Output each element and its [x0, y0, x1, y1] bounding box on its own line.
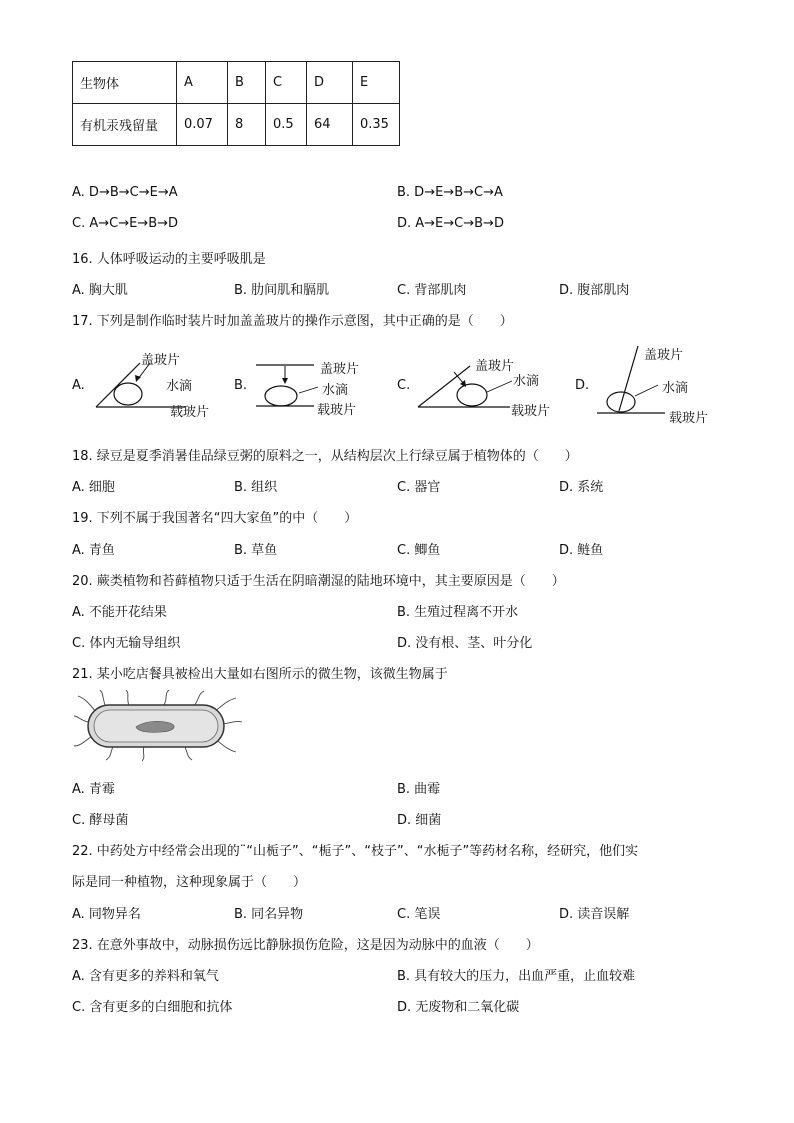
option-a[interactable]: A. 同物异名	[72, 907, 141, 922]
option-b-letter[interactable]: B.	[234, 378, 248, 393]
option-c[interactable]: C. 笔误	[397, 907, 441, 922]
option-d[interactable]: D. A→E→C→B→D	[397, 216, 504, 231]
label-cover-glass: 盖玻片	[320, 362, 360, 377]
option-c[interactable]: C. 体内无输导组织	[72, 636, 181, 651]
table-row	[73, 104, 400, 146]
question-22-stem-continued: 际是同一种植物，这种现象属于（ ）	[72, 875, 307, 890]
question-16-stem: 16. 人体呼吸运动的主要呼吸肌是	[72, 252, 266, 267]
question-22-stem: 22. 中药处方中经常会出现的¨“山栀子”、“栀子”、“枝子”、“水栀子”等药材名称，经研究，他们实	[72, 844, 639, 859]
option-a[interactable]: A. D→B→C→E→A	[72, 185, 178, 200]
option-c[interactable]: C. 器官	[397, 480, 441, 495]
table-cell: 0.35	[353, 104, 400, 146]
option-d[interactable]: D. 腹部肌肉	[559, 283, 630, 298]
option-c[interactable]: C. 酵母菌	[72, 813, 129, 828]
question-21-stem: 21. 某小吃店餐具被检出大量如右图所示的微生物，该微生物属于	[72, 667, 448, 682]
option-c-letter[interactable]: C.	[397, 378, 411, 393]
label-cover-glass: 盖玻片	[141, 353, 181, 368]
question-19-stem: 19. 下列不属于我国著名“四大家鱼”的中（ ）	[72, 511, 358, 526]
question-18-stem: 18. 绿豆是夏季消暑佳品绿豆粥的原料之一，从结构层次上行绿豆属于植物体的（ ）	[72, 449, 578, 464]
option-d[interactable]: D. 读音误解	[559, 907, 630, 922]
option-b[interactable]: B. 草鱼	[234, 543, 278, 558]
option-a[interactable]: A. 胸大肌	[72, 283, 128, 298]
option-b[interactable]: B. 生殖过程离不开水	[397, 605, 519, 620]
option-b[interactable]: B. 同名异物	[234, 907, 304, 922]
label-slide: 载玻片	[511, 404, 551, 419]
table-cell: A	[177, 62, 228, 104]
label-water-drop: 水滴	[513, 374, 540, 389]
option-c[interactable]: C. 背部肌肉	[397, 283, 467, 298]
label-cover-glass: 盖玻片	[475, 359, 515, 374]
option-a-letter[interactable]: A.	[72, 378, 85, 393]
option-d[interactable]: D. 鲢鱼	[559, 543, 604, 558]
label-water-drop: 水滴	[662, 381, 689, 396]
option-b[interactable]: B. 肋间肌和膈肌	[234, 283, 330, 298]
option-a[interactable]: A. 含有更多的养料和氧气	[72, 969, 219, 984]
option-b[interactable]: B. 组织	[234, 480, 278, 495]
option-d[interactable]: D. 细菌	[397, 813, 442, 828]
table-row	[73, 62, 400, 104]
option-a[interactable]: A. 细胞	[72, 480, 115, 495]
table-cell: 0.5	[266, 104, 307, 146]
table-cell: D	[307, 62, 353, 104]
option-d-letter[interactable]: D.	[575, 378, 590, 393]
question-20-stem: 20. 蕨类植物和苔藓植物只适于生活在阴暗潮湿的陆地环境中，其主要原因是（ ）	[72, 574, 565, 589]
option-a[interactable]: A. 青霉	[72, 782, 115, 797]
option-d[interactable]: D. 系统	[559, 480, 604, 495]
option-c[interactable]: C. A→C→E→B→D	[72, 216, 179, 231]
mercury-table	[72, 61, 400, 146]
option-b[interactable]: B. 曲霉	[397, 782, 441, 797]
label-cover-glass: 盖玻片	[644, 348, 684, 363]
option-d[interactable]: D. 无废物和二氧化碳	[397, 1000, 520, 1015]
question-17-stem: 17. 下列是制作临时装片时加盖盖玻片的操作示意图，其中正确的是（ ）	[72, 314, 513, 329]
table-cell: 0.07	[177, 104, 228, 146]
table-cell: E	[353, 62, 400, 104]
table-cell: 8	[228, 104, 266, 146]
bacterium-image	[74, 690, 244, 762]
option-d[interactable]: D. 没有根、茎、叶分化	[397, 636, 533, 651]
table-cell: C	[266, 62, 307, 104]
label-slide: 载玻片	[170, 405, 210, 420]
label-slide: 载玻片	[669, 411, 709, 426]
option-c[interactable]: C. 含有更多的白细胞和抗体	[72, 1000, 233, 1015]
table-cell: 有机汞残留量	[73, 104, 177, 146]
option-a[interactable]: A. 青鱼	[72, 543, 115, 558]
table-cell: B	[228, 62, 266, 104]
label-water-drop: 水滴	[166, 379, 193, 394]
option-a[interactable]: A. 不能开花结果	[72, 605, 167, 620]
label-water-drop: 水滴	[322, 383, 349, 398]
table-cell: 64	[307, 104, 353, 146]
option-b[interactable]: B. 具有较大的压力，出血严重，止血较难	[397, 969, 636, 984]
table-cell: 生物体	[73, 62, 177, 104]
label-slide: 载玻片	[317, 403, 357, 418]
option-b[interactable]: B. D→E→B→C→A	[397, 185, 503, 200]
question-23-stem: 23. 在意外事故中，动脉损伤远比静脉损伤危险，这是因为动脉中的血液（ ）	[72, 938, 539, 953]
option-c[interactable]: C. 鲫鱼	[397, 543, 441, 558]
